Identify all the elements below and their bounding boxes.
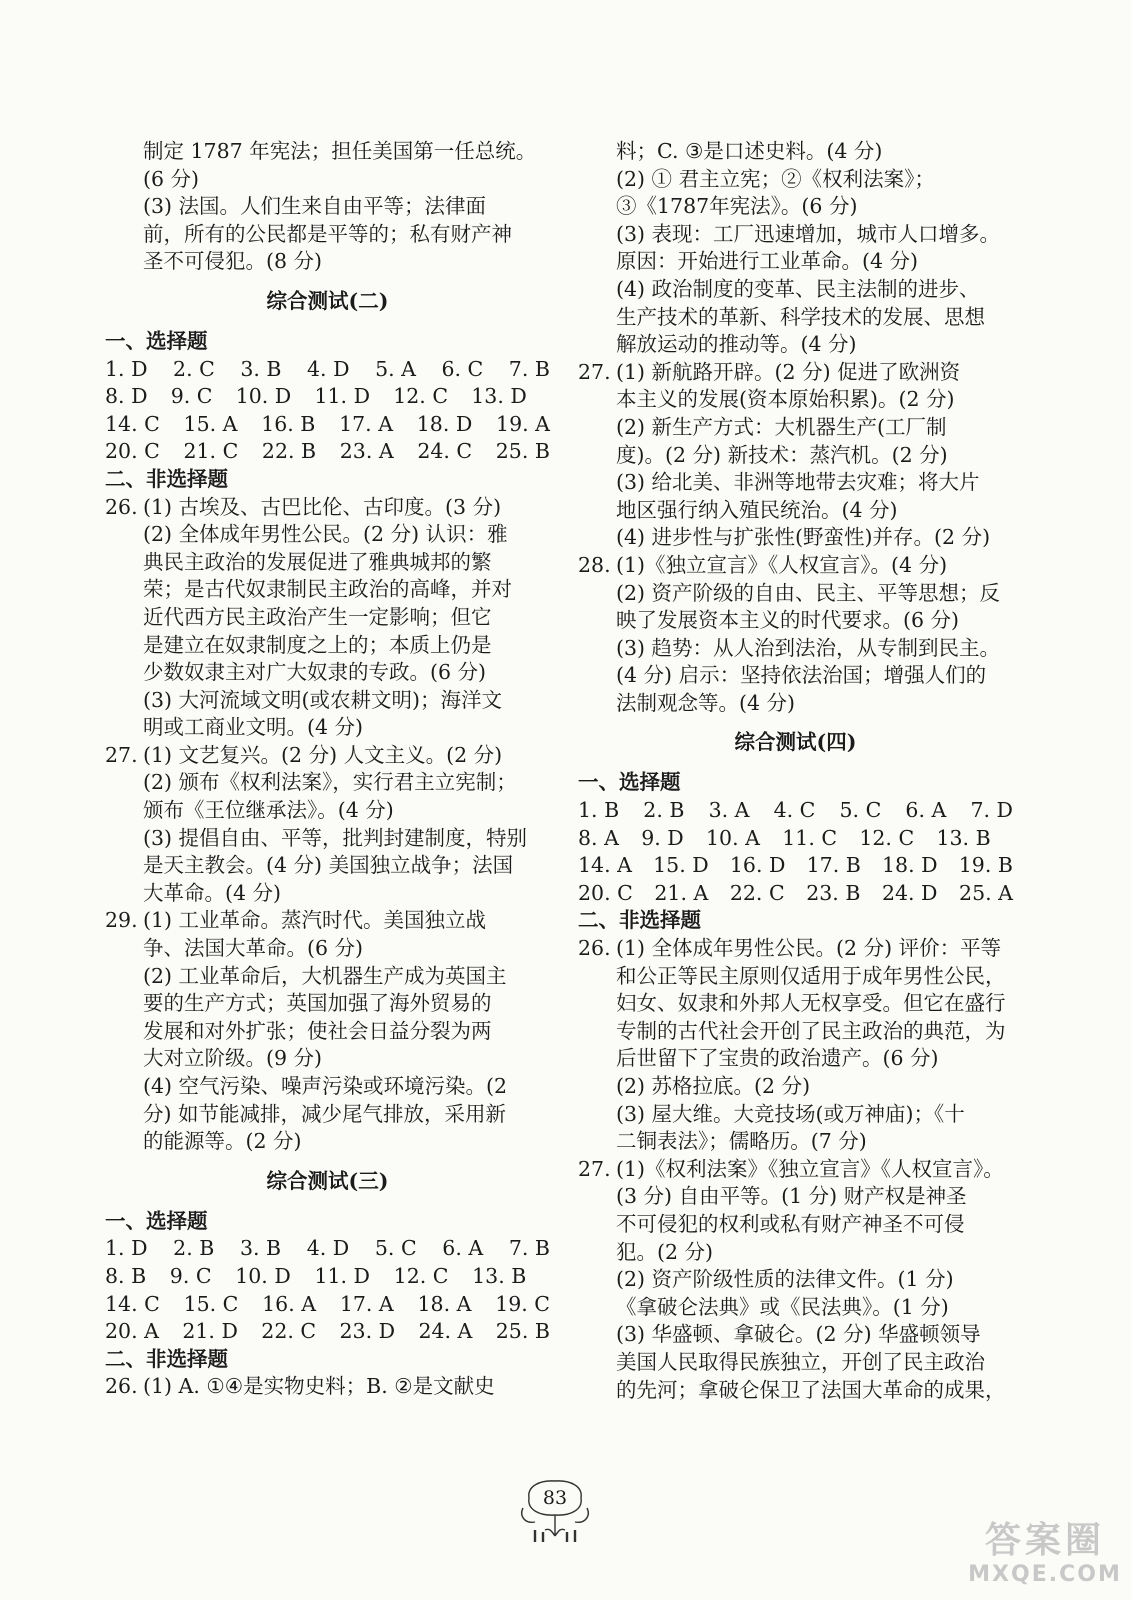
choice-answer: 24. C: [417, 439, 473, 464]
category-heading: 一、选择题: [105, 328, 208, 353]
choice-answer: 19. B: [958, 853, 1013, 878]
choice-answer: 7. D: [970, 798, 1013, 823]
answer-line: (4 分) 启示：坚持依法治国；增强人们的: [616, 663, 987, 688]
answer-line: 的先河；拿破仑保卫了法国大革命的成果，: [616, 1377, 1006, 1402]
answer-line: 专制的古代社会开创了民主政治的典范，为: [616, 1018, 1006, 1043]
choice-answer: 3. B: [240, 356, 282, 381]
question-line: [578, 552, 1013, 580]
choice-answer: 20. A: [105, 1319, 159, 1344]
answer-line: 妇女、奴隶和外邦人无权享受。但它在盛行: [616, 991, 1006, 1016]
answer-line: 原因：开始进行工业革命。(4 分): [616, 249, 919, 274]
question-number: 26.: [105, 1374, 138, 1399]
answer-line: (6 分): [143, 166, 200, 191]
question-number: 27.: [578, 1156, 611, 1181]
choice-answer: 22. B: [261, 439, 317, 464]
answer-line: (2) ① 君主立宪；②《权利法案》；: [616, 166, 935, 191]
choice-answer: 3. B: [239, 1236, 282, 1261]
answer-line: 和公正等民主原则仅适用于成年男性公民，: [616, 963, 1006, 988]
choice-answer: 10. D: [235, 384, 292, 409]
choice-answer: 6. C: [441, 356, 484, 381]
choice-answer: 21. C: [183, 439, 239, 464]
question-line: [105, 907, 550, 935]
choice-answer: 19. A: [496, 411, 550, 436]
answer-line: 典民主政治的发展促进了雅典城邦的繁: [143, 549, 492, 574]
answer-text: (1)《权利法案》《独立宣言》《人权宣言》。: [616, 1156, 1004, 1181]
answer-line: 制定 1787 年宪法；担任美国第一任总统。: [143, 139, 537, 163]
choice-answer: 4. D: [307, 356, 350, 381]
watermark-logo: [965, 1520, 1125, 1592]
answer-line: 二铜表法》；儒略历。(7 分): [616, 1129, 867, 1154]
answer-line: 分) 如节能减排，减少尾气排放，采用新: [143, 1101, 507, 1126]
answer-line: (4) 政治制度的变革、民主法制的进步、: [616, 276, 980, 301]
question-number: 29.: [105, 908, 138, 933]
choice-answer: 24. A: [418, 1319, 473, 1344]
answer-line: 美国人民取得民族独立，开创了民主政治: [616, 1349, 985, 1374]
choice-answer: 2. C: [173, 356, 215, 381]
choice-answer: 9. C: [170, 384, 213, 409]
choice-answer: 11. C: [782, 825, 838, 850]
choice-answer: 9. C: [169, 1263, 212, 1288]
answer-text: (1) A. ①④是实物史料；B. ②是文献史: [143, 1374, 495, 1399]
answer-line: 映了发展资本主义的时代要求。(6 分): [616, 608, 960, 633]
answer-line: 后世留下了宝贵的政治遗产。(6 分): [616, 1046, 939, 1071]
choice-answer-row: [105, 1235, 550, 1263]
answer-text: (1)《独立宣言》《人权宣言》。(4 分): [616, 552, 948, 577]
choice-answer: 23. D: [339, 1319, 396, 1344]
answer-line: (3) 大河流域文明(或农耕文明)；海洋文: [143, 687, 503, 712]
choice-answer: 8. D: [105, 384, 148, 409]
choice-answer: 8. B: [105, 1263, 147, 1288]
choice-answer-row: [105, 438, 550, 466]
section-heading: 综合测试(二): [266, 288, 389, 313]
choice-answer: 14. A: [578, 853, 632, 878]
answer-line: (4) 进步性与扩张性(野蛮性)并存。(2 分): [616, 525, 991, 550]
choice-answer-row: [105, 411, 550, 439]
choice-answer: 4. C: [773, 798, 816, 823]
answer-line: ③《1787年宪法》。(6 分): [616, 194, 858, 219]
answer-line: 《拿破仑法典》或《民法典》。(1 分): [616, 1294, 949, 1319]
choice-answer: 17. A: [339, 411, 394, 436]
choice-answer: 11. D: [314, 384, 371, 409]
choice-answer: 18. D: [416, 411, 473, 436]
answer-line: 颁布《王位继承法》。(4 分): [143, 798, 394, 823]
choice-answer-row: [105, 356, 550, 384]
choice-answer: 2. B: [643, 798, 685, 823]
choice-answer: 12. C: [859, 825, 915, 850]
answer-line: 近代西方民主政治产生一定影响；但它: [143, 604, 492, 629]
question-number: 27.: [105, 742, 138, 767]
choice-answer: 6. A: [905, 798, 947, 823]
answer-line: 争、法国大革命。(6 分): [143, 936, 364, 961]
answer-line: (2) 全体成年男性公民。(2 分) 认识：雅: [143, 522, 508, 547]
answer-line: (3) 屋大维。大竞技场(或万神庙)；《十: [616, 1101, 965, 1126]
choice-answer: 25. A: [959, 880, 1013, 905]
watermark-line2: MXQE.COM: [968, 1562, 1122, 1587]
page-number-ornament: [505, 1478, 605, 1544]
category-heading: 一、选择题: [578, 770, 681, 795]
choice-answer-row: [105, 1291, 550, 1319]
choice-answer: 24. D: [881, 880, 938, 905]
choice-answer: 16. A: [262, 1291, 317, 1316]
question-number: 26.: [578, 936, 611, 961]
answer-line: 法制观念等。(4 分): [616, 690, 796, 715]
answer-text: (1) 全体成年男性公民。(2 分) 评价：平等: [616, 936, 1002, 961]
left-column: [105, 138, 550, 1401]
choice-answer: 25. B: [495, 439, 550, 464]
answer-line: 发展和对外扩张；使社会日益分裂为两: [143, 1018, 492, 1043]
answer-text: (1) 文艺复兴。(2 分) 人文主义。(2 分): [143, 742, 503, 767]
answer-line: (3) 给北美、非洲等地带去灾难；将大片: [616, 470, 980, 495]
choice-answer: 8. A: [578, 825, 619, 850]
answer-line: (3) 表现：工厂迅速增加，城市人口增多。: [616, 221, 1001, 246]
category-heading: 二、非选择题: [105, 466, 228, 491]
choice-answer-row: [578, 880, 1013, 908]
choice-answer: 22. C: [261, 1319, 317, 1344]
choice-answer: 21. D: [182, 1319, 238, 1344]
choice-answer: 15. D: [653, 853, 709, 878]
question-line: [578, 935, 1013, 963]
answer-text: (1) 工业革命。蒸汽时代。美国独立战: [143, 908, 487, 933]
answer-line: (2) 资产阶级性质的法律文件。(1 分): [616, 1267, 954, 1292]
answer-line: 前，所有的公民都是平等的；私有财产神: [143, 221, 512, 246]
choice-answer: 5. A: [375, 356, 416, 381]
answer-line: 圣不可侵犯。(8 分): [143, 249, 323, 274]
choice-answer: 17. B: [806, 853, 861, 878]
choice-answer: 12. C: [393, 384, 449, 409]
answer-line: (4) 空气污染、噪声污染或环境污染。(2: [143, 1074, 508, 1098]
answer-line: (2) 新生产方式：大机器生产(工厂制: [616, 414, 947, 439]
answer-line: 度)。(2 分) 新技术：蒸汽机。(2 分): [616, 442, 948, 467]
choice-answer: 4. D: [306, 1236, 350, 1261]
answer-line: 料；C. ③是口述史料。(4 分): [616, 139, 883, 163]
answer-line: (2) 颁布《权利法案》，实行君主立宪制；: [143, 770, 517, 795]
answer-line: 的能源等。(2 分): [143, 1129, 302, 1154]
question-number: 27.: [578, 359, 611, 384]
choice-answer: 17. A: [339, 1291, 394, 1316]
question-line: [578, 1156, 1013, 1184]
choice-answer: 1. D: [105, 356, 148, 381]
choice-answer: 25. B: [495, 1319, 550, 1344]
question-line: [105, 1373, 550, 1401]
question-line: [105, 494, 550, 522]
answer-line: (3) 趋势：从人治到法治，从专制到民主。: [616, 635, 1001, 660]
choice-answer: 15. C: [183, 1291, 239, 1316]
answer-line: (3) 华盛顿、拿破仑。(2 分) 华盛顿领导: [616, 1322, 981, 1347]
choice-answer: 16. D: [729, 853, 786, 878]
answer-line: 犯。(2 分): [616, 1239, 714, 1264]
answer-line: 不可侵犯的权利或私有财产神圣不可侵: [616, 1211, 965, 1236]
choice-answer: 14. C: [105, 1291, 160, 1316]
choice-answer: 13. B: [936, 825, 991, 850]
choice-answer: 12. C: [393, 1263, 449, 1288]
question-line: [105, 742, 550, 770]
answer-line: (2) 工业革命后，大机器生产成为英国主: [143, 963, 507, 988]
answer-line: 生产技术的革新、科学技术的发展、思想: [616, 304, 985, 329]
choice-answer: 1. D: [105, 1236, 148, 1261]
answer-line: 地区强行纳入殖民统治。(4 分): [616, 497, 898, 522]
choice-answer: 19. C: [495, 1291, 550, 1316]
answer-line: 解放运动的推动等。(4 分): [616, 332, 857, 357]
choice-answer: 7. B: [508, 356, 550, 381]
answer-line: 大革命。(4 分): [143, 880, 282, 905]
category-heading: 二、非选择题: [105, 1346, 228, 1371]
choice-answer: 15. A: [183, 411, 238, 436]
watermark-line1: 答案圈: [984, 1520, 1105, 1561]
choice-answer: 11. D: [314, 1263, 370, 1288]
answer-line: 明或工商业文明。(4 分): [143, 715, 364, 740]
category-heading: 二、非选择题: [578, 908, 701, 933]
page-number: 83: [542, 1487, 568, 1509]
category-heading: 一、选择题: [105, 1208, 208, 1233]
choice-answer: 18. D: [882, 853, 938, 878]
choice-answer: 14. C: [105, 411, 160, 436]
choice-answer: 22. C: [729, 880, 785, 905]
choice-answer: 20. C: [105, 439, 160, 464]
choice-answer-row: [105, 1263, 550, 1291]
section-heading: 综合测试(三): [266, 1168, 389, 1193]
choice-answer: 21. A: [654, 880, 709, 905]
choice-answer-row: [578, 797, 1013, 825]
choice-answer: 9. D: [641, 825, 684, 850]
choice-answer: 7. B: [508, 1236, 550, 1261]
choice-answer: 5. C: [374, 1236, 417, 1261]
answer-line: 要的生产方式；英国加强了海外贸易的: [143, 991, 492, 1016]
answer-line: 是天主教会。(4 分) 美国独立战争；法国: [143, 853, 514, 878]
answer-line: (3 分) 自由平等。(1 分) 财产权是神圣: [616, 1184, 967, 1209]
choice-answer: 3. A: [708, 798, 750, 823]
choice-answer-row: [105, 1318, 550, 1346]
section-heading: 综合测试(四): [734, 730, 857, 755]
choice-answer: 23. B: [806, 880, 861, 905]
answer-text: (1) 古埃及、古巴比伦、古印度。(3 分): [143, 494, 502, 519]
answer-line: (2) 资产阶级的自由、民主、平等思想；反: [616, 580, 1001, 605]
answer-line: (3) 法国。人们生来自由平等；法律面: [143, 194, 487, 219]
choice-answer: 10. D: [235, 1263, 291, 1288]
question-line: [578, 359, 1013, 387]
answer-line: 少数奴隶主对广大奴隶的专政。(6 分): [143, 660, 487, 685]
choice-answer: 23. A: [339, 439, 394, 464]
choice-answer: 10. A: [706, 825, 760, 850]
answer-line: 荣；是古代奴隶制民主政治的高峰，并对: [143, 577, 512, 602]
answer-line: (3) 提倡自由、平等，批判封建制度，特别: [143, 825, 528, 850]
choice-answer: 16. B: [261, 411, 316, 436]
choice-answer: 20. C: [578, 880, 633, 905]
right-column: [578, 138, 1013, 1404]
choice-answer-row: [105, 383, 550, 411]
choice-answer: 13. B: [472, 1263, 527, 1288]
answer-text: (1) 新航路开辟。(2 分) 促进了欧洲资: [616, 359, 961, 384]
answer-line: 是建立在奴隶制度之上的；本质上仍是: [143, 632, 492, 657]
choice-answer: 18. A: [417, 1291, 472, 1316]
answer-line: 大对立阶级。(9 分): [143, 1046, 323, 1071]
choice-answer-row: [578, 852, 1013, 880]
choice-answer: 6. A: [442, 1236, 484, 1261]
choice-answer-row: [578, 825, 1013, 853]
answer-line: 本主义的发展(资本原始积累)。(2 分): [616, 387, 955, 412]
question-number: 26.: [105, 494, 138, 519]
answer-line: (2) 苏格拉底。(2 分): [616, 1074, 811, 1098]
choice-answer: 5. C: [839, 798, 882, 823]
choice-answer: 1. B: [578, 798, 620, 823]
choice-answer: 13. D: [471, 384, 527, 409]
choice-answer: 2. B: [173, 1236, 215, 1261]
question-number: 28.: [578, 552, 611, 577]
